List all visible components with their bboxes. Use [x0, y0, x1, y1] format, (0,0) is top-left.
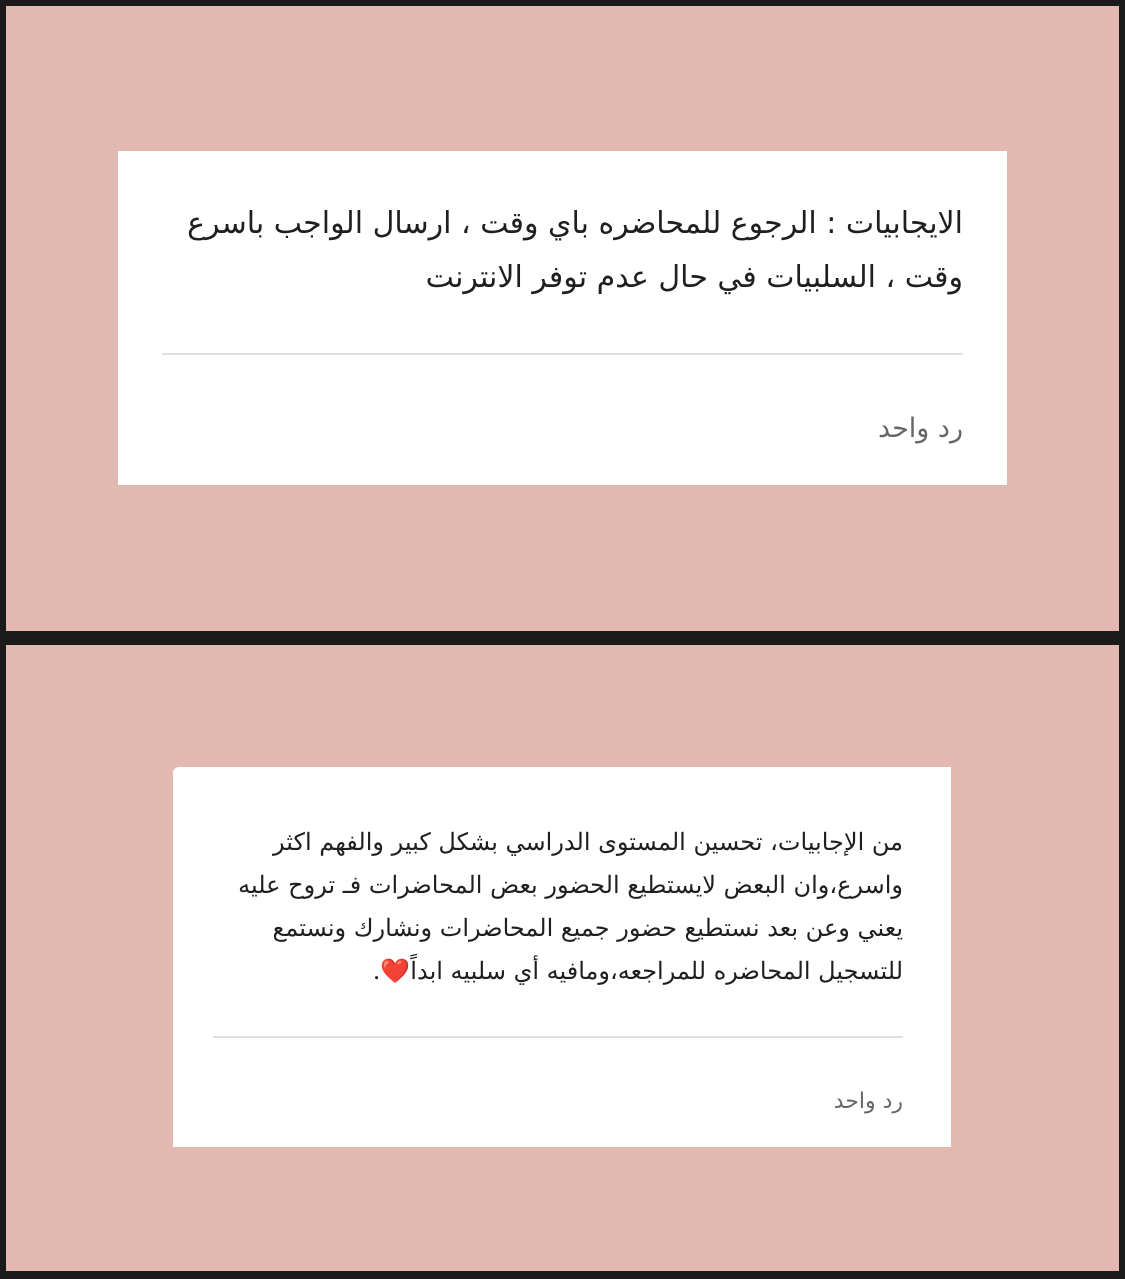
- response-text: الايجابيات : الرجوع للمحاضره باي وقت ، ارسال الواجب باسرع وقت ، السلبيات في حال عدم توفر الانترنت: [187, 206, 963, 295]
- response-panel-top: [6, 6, 1119, 631]
- heart-icon: ❤️: [380, 957, 411, 985]
- reply-count-label: رد واحد: [877, 413, 963, 444]
- card-divider: [162, 353, 963, 355]
- response-panel-bottom: [6, 645, 1119, 1271]
- card-divider: [213, 1036, 903, 1038]
- response-text-container: [215, 821, 903, 993]
- response-trailing-punctuation: .: [372, 957, 381, 985]
- response-card: [118, 151, 1007, 485]
- reply-count-label: رد واحد: [833, 1089, 903, 1114]
- response-card: [173, 767, 951, 1147]
- response-text: من الإجابيات، تحسين المستوى الدراسي بشكل كبير والفهم اكثر واسرع،وان البعض لايستطيع الحضور بعض المحاضرات فـ تروح عليه يعني وعن بعد نستطيع حضور جميع المحاضرات ونشارك ونستمع للتسجيل المحاضره للمراجعه،ومافيه أي سلبيه ابداً: [238, 828, 903, 985]
